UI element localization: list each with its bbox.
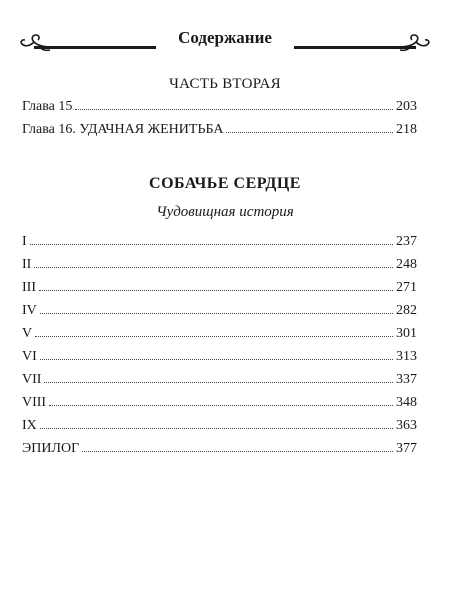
toc-entry[interactable] <box>22 300 417 320</box>
toc-entry-label: V <box>22 326 33 341</box>
toc-entry[interactable] <box>22 96 417 116</box>
toc-entry-label: ЭПИЛОГ <box>22 441 80 456</box>
toc-entry-label: VII <box>22 372 42 387</box>
toc-entry[interactable] <box>22 277 417 297</box>
toc-entry[interactable] <box>22 392 417 412</box>
page-title: Содержание <box>178 28 272 47</box>
toc-leader-dots <box>40 300 393 314</box>
toc-entry-page: 282 <box>396 303 417 318</box>
toc-entry-page: 337 <box>396 372 417 387</box>
toc-leader-dots <box>44 369 393 383</box>
toc-entry-label: IX <box>22 418 37 433</box>
toc-entry-page: 248 <box>396 257 417 272</box>
toc-entry[interactable] <box>22 323 417 343</box>
toc-entry-label: II <box>22 257 32 272</box>
toc-entry-page: 271 <box>396 280 417 295</box>
toc-leader-dots <box>82 438 393 452</box>
toc-entry[interactable] <box>22 369 417 389</box>
toc-leader-dots <box>49 392 393 406</box>
toc-entry[interactable] <box>22 346 417 366</box>
toc-leader-dots <box>35 323 393 337</box>
toc-entry-label: III <box>22 280 36 295</box>
toc-entry-label: Глава 16. УДАЧНАЯ ЖЕНИТЬБА <box>22 122 224 137</box>
toc-leader-dots <box>34 254 393 268</box>
toc-entry-page: 377 <box>396 441 417 456</box>
toc-entry-label: VIII <box>22 395 47 410</box>
toc-entry[interactable] <box>22 254 417 274</box>
toc-entry-label: VI <box>22 349 37 364</box>
toc-entry-page: 301 <box>396 326 417 341</box>
toc-entry-page: 218 <box>396 122 417 137</box>
flourish-ornament-icon <box>396 30 430 54</box>
toc-entry-label: I <box>22 234 27 249</box>
toc-entry[interactable] <box>22 415 417 435</box>
toc-entry-page: 363 <box>396 418 417 433</box>
toc-leader-dots <box>75 96 393 110</box>
toc-entry-label: Глава 15 <box>22 99 73 114</box>
toc-entry-page: 237 <box>396 234 417 249</box>
toc-leader-dots <box>30 231 393 245</box>
toc-entry[interactable] <box>22 438 417 458</box>
book-title: СОБАЧЬЕ СЕРДЦЕ <box>149 175 301 192</box>
toc-leader-dots <box>40 346 393 360</box>
page-header <box>20 24 430 58</box>
toc-entry-page: 348 <box>396 395 417 410</box>
toc-entry[interactable] <box>22 231 417 251</box>
toc-entry-page: 203 <box>396 99 417 114</box>
part-title: ЧАСТЬ ВТОРАЯ <box>169 76 281 92</box>
toc-leader-dots <box>226 119 393 133</box>
toc-leader-dots <box>40 415 393 429</box>
book-subtitle: Чудовищная история <box>156 204 294 220</box>
toc-entry-page: 313 <box>396 349 417 364</box>
toc-entry[interactable] <box>22 119 417 139</box>
toc-leader-dots <box>39 277 393 291</box>
toc-entry-label: IV <box>22 303 37 318</box>
